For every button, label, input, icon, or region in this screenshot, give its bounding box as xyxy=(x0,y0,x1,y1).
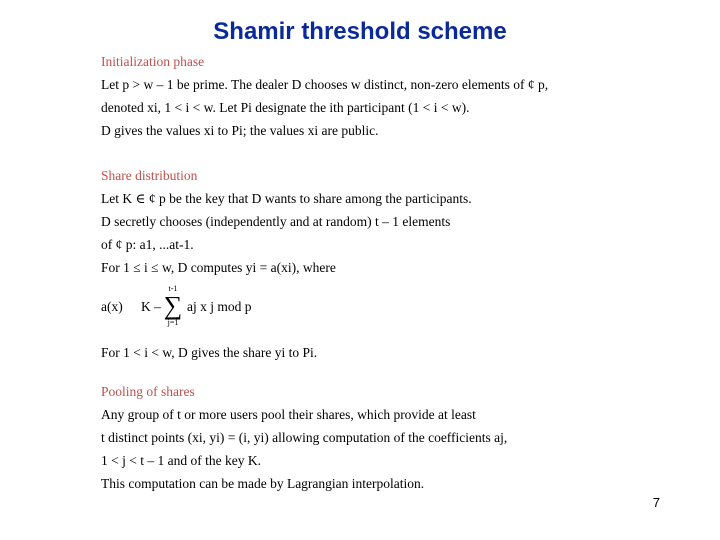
share-line-after-formula: For 1 < i < w, D gives the share yi to Pi. xyxy=(101,345,318,360)
init-line-1: Let p > w – 1 be prime. The dealer D chooses w distinct, non-zero elements of ¢ p, xyxy=(101,77,549,92)
page-number: 7 xyxy=(652,495,660,510)
slide-content xyxy=(101,50,621,495)
pooling-line-4: This computation can be made by Lagrangian interpolation. xyxy=(101,476,425,491)
summation xyxy=(161,285,185,327)
pooling-line-1: Any group of t or more users pool their shares, which provide at least xyxy=(101,407,476,422)
init-line-2: denoted xi, 1 < i < w. Let Pi designate the ith participant (1 < i < w). xyxy=(101,100,470,115)
section-heading-share-distribution: Share distribution xyxy=(101,168,198,183)
share-line-1: Let K ∈ ¢ p be the key that D wants to share among the participants. xyxy=(101,191,472,206)
polynomial-formula xyxy=(101,285,621,335)
pooling-line-3: 1 < j < t – 1 and of the key K. xyxy=(101,453,261,468)
init-line-3: D gives the values xi to Pi; the values xi are public. xyxy=(101,123,379,138)
share-line-3: of ¢ p: a1, ...at-1. xyxy=(101,237,194,252)
formula-key: K – xyxy=(141,299,161,314)
share-line-2: D secretly chooses (independently and at random) t – 1 elements xyxy=(101,214,451,229)
summation-upper-limit: t-1 xyxy=(168,284,178,293)
share-line-4: For 1 ≤ i ≤ w, D computes yi = a(xi), where xyxy=(101,260,336,275)
summation-symbol: ∑ xyxy=(163,291,183,320)
formula-rhs: aj x j mod p xyxy=(187,299,252,314)
section-heading-pooling: Pooling of shares xyxy=(101,384,195,399)
slide-title: Shamir threshold scheme xyxy=(213,18,507,45)
formula-lhs: a(x) xyxy=(101,299,123,314)
summation-lower-limit: j=1 xyxy=(167,318,179,327)
pooling-line-2: t distinct points (xi, yi) = (i, yi) allowing computation of the coefficients aj, xyxy=(101,430,508,445)
section-heading-initialization: Initialization phase xyxy=(101,54,205,69)
